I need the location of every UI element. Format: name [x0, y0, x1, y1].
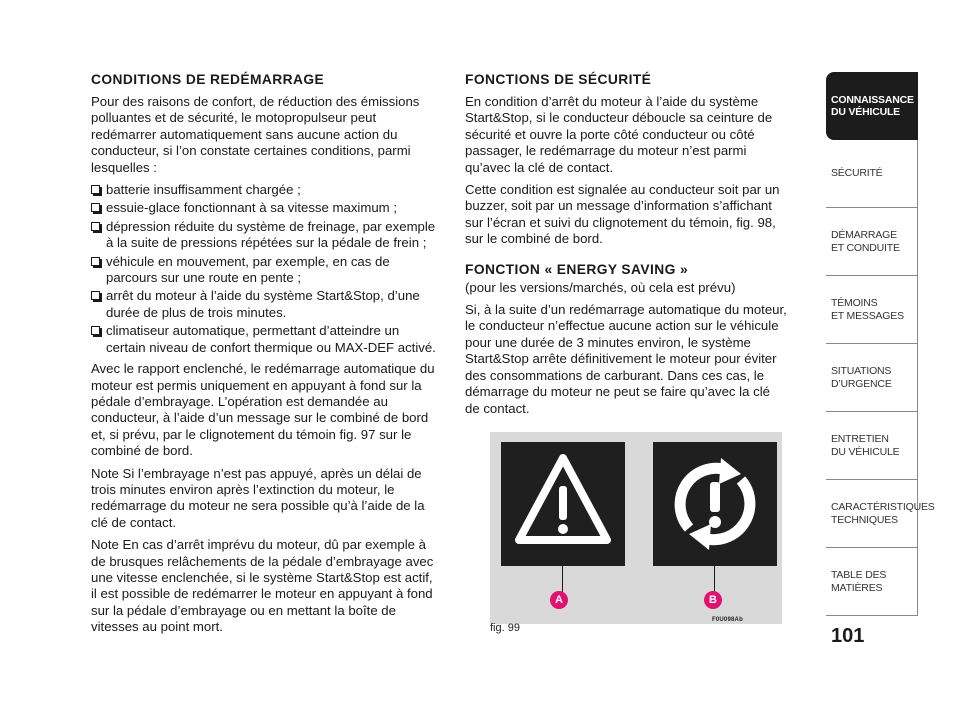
- paragraph-gear-engaged: Avec le rapport enclenché, le redémarrage automatique du moteur est permis uniquement en appuyant à fond sur la pédale d’embrayage. L’opération est demandée au conducteur, à l’aide d’un message sur le combiné de bord et, si prévu, par le clignotement du témoin fig. 97 sur le combiné de bord.: [91, 361, 435, 459]
- list-item: batterie insuffisamment chargée ;: [91, 182, 441, 198]
- page-number: 101: [831, 625, 865, 647]
- paragraph-buzzer: Cette condition est signalée au conducteur soit par un buzzer, soit par un message d’information s’affichant sur l’écran et suivi du clignotement du témoin, fig. 98, sur le combiné de bord.: [465, 182, 780, 247]
- figure-code: F0U098Ab: [712, 617, 743, 623]
- restart-intro: Pour des raisons de confort, de réduction des émissions polluantes et de sécurité, le motopropulseur peut redémarrer automatiquement sans aucune action du conducteur, si l’on constate certaines conditions, parmi lesquelles :: [91, 94, 420, 175]
- heading-energy-saving: FONCTION « ENERGY SAVING »: [465, 261, 689, 277]
- warning-triangle-icon: [501, 442, 625, 566]
- paragraph-seatbelt: En condition d’arrêt du moteur à l’aide du système Start&Stop, si le conducteur déboucle sa ceinture de sécurité et ouvre la porte côté conducteur ou côté passager, le redémarrage du moteur n’est parmi qu’avec la clé de contact.: [465, 94, 773, 175]
- tab-table-matieres[interactable]: TABLE DES MATIÈRES: [826, 548, 918, 616]
- middle-column: [465, 72, 787, 423]
- figure-warning-lights: [490, 432, 782, 624]
- restart-conditions-list: [91, 182, 441, 356]
- list-item: arrêt du moteur à l’aide du système Start&Stop, d’une durée de plus de trois minutes.: [91, 288, 441, 321]
- checkbox-bullet-icon: [91, 291, 100, 300]
- checkbox-bullet-icon: [91, 326, 100, 335]
- warning-triangle-panel: [501, 442, 625, 566]
- callout-label-b: B: [704, 591, 722, 609]
- start-stop-failure-icon: [653, 442, 777, 566]
- tab-situations-urgence[interactable]: SITUATIONS D’URGENCE: [826, 344, 918, 412]
- callout-label-a: A: [550, 591, 568, 609]
- list-item: essuie-glace fonctionnant à sa vitesse maximum ;: [91, 200, 441, 216]
- checkbox-bullet-icon: [91, 257, 100, 266]
- note-unexpected-stop: Note En cas d’arrêt imprévu du moteur, dû par exemple à de brusques relâchements de la pédale d’embrayage avec une vitesse enclenchée, si le système Start&Stop est actif, il est possible de redémarrer le moteur en appuyant à fond sur la pédale d’embrayage ou en mettant la boîte de vitesses au point mort.: [91, 537, 434, 635]
- checkbox-bullet-icon: [91, 185, 100, 194]
- list-item: dépression réduite du système de freinage, par exemple à la suite de pressions répétées sur la pédale de frein ;: [91, 219, 441, 252]
- note-clutch: Note Si l’embrayage n’est pas appuyé, après un délai de trois minutes environ après l’extinction du moteur, le redémarrage du moteur ne sera possible qu’à l’aide de la clé de contact.: [91, 465, 425, 530]
- checkbox-bullet-icon: [91, 222, 100, 231]
- paragraph-energy-saving: Si, à la suite d’un redémarrage automatique du moteur, le conducteur n’effectue aucune action sur le véhicule pour une durée de 3 minutes environ, le système Start&Stop arrête définitivement le moteur pour éviter des consommations de carburant. Dans ces cas, le démarrage du moteur ne peut se faire qu’avec la clé de contact.: [465, 302, 787, 416]
- heading-restart-conditions: CONDITIONS DE REDÉMARRAGE: [91, 72, 325, 87]
- figure-caption: fig. 99: [490, 622, 520, 634]
- chapter-sidebar: [826, 72, 935, 616]
- tab-connaissance-vehicule[interactable]: CONNAISSANCE DU VÉHICULE: [826, 72, 918, 140]
- left-column: [91, 72, 441, 642]
- tab-temoins-messages[interactable]: TÉMOINS ET MESSAGES: [826, 276, 918, 344]
- tab-securite[interactable]: SÉCURITÉ: [826, 140, 918, 208]
- list-item: climatiseur automatique, permettant d’atteindre un certain niveau de confort thermique ou MAX-DEF activé.: [91, 323, 441, 356]
- checkbox-bullet-icon: [91, 203, 100, 212]
- tab-demarrage-conduite[interactable]: DÉMARRAGE ET CONDUITE: [826, 208, 918, 276]
- energy-saving-subheading: (pour les versions/marchés, où cela est prévu): [465, 279, 736, 295]
- list-item: véhicule en mouvement, par exemple, en cas de parcours sur une route en pente ;: [91, 254, 441, 287]
- tab-entretien-vehicule[interactable]: ENTRETIEN DU VÉHICULE: [826, 412, 918, 480]
- heading-safety-functions: FONCTIONS DE SÉCURITÉ: [465, 72, 652, 87]
- tab-caracteristiques-techniques[interactable]: CARACTÉRISTIQUES TECHNIQUES: [826, 480, 918, 548]
- start-stop-failure-panel: [653, 442, 777, 566]
